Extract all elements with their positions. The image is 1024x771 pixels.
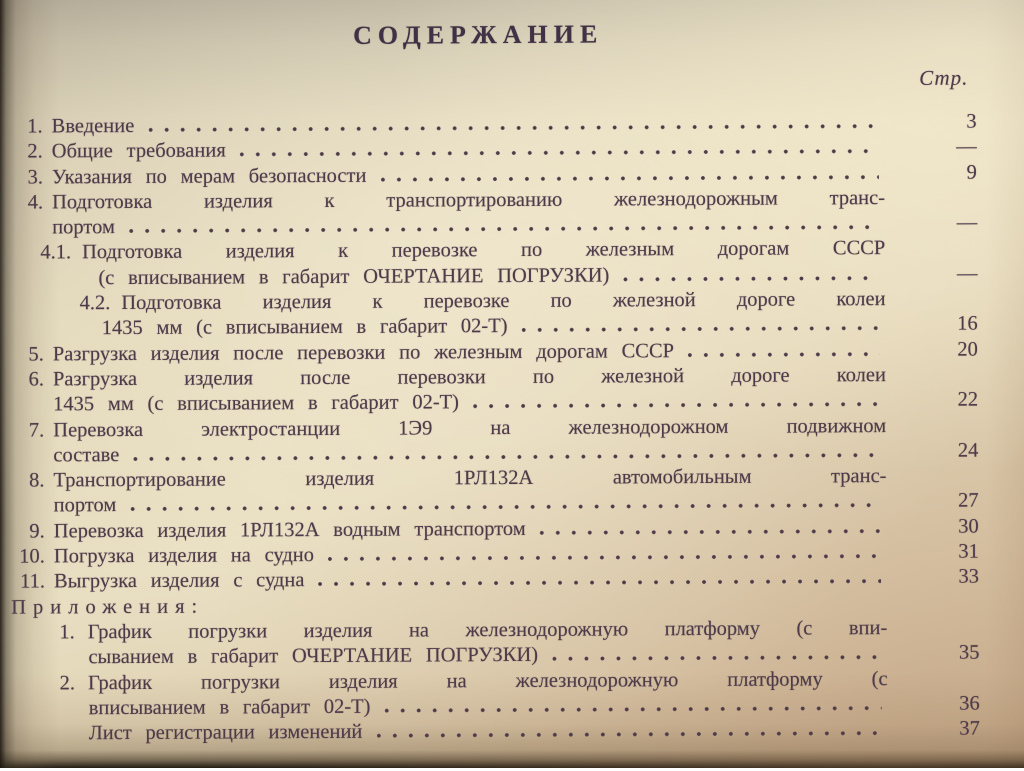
- toc-entry-title: Подготовка изделия к перевозке по железной дороге колеи: [121, 288, 885, 315]
- toc-entry-title: сыванием в габарит ОЧЕРТАНИЕ ПОГРУЗКИ): [88, 644, 538, 669]
- toc-entry-title: портом: [54, 495, 117, 518]
- dot-leader-icon: [240, 149, 879, 156]
- toc-entry-title: Перевозка электростанции 1Э9 на железнодорожном подвижном: [53, 415, 886, 442]
- toc-entry-title: портом: [52, 216, 115, 239]
- toc-entry-title: 1435 мм (с вписыванием в габарит 02-Т): [102, 315, 508, 340]
- toc-entry-title: Введение: [52, 115, 135, 138]
- dot-leader-icon: [318, 579, 881, 586]
- toc-entry-number: 10.: [9, 545, 45, 568]
- toc-entry-title: Подготовка изделия к транспортированию железнодорожным транс-: [52, 187, 885, 214]
- dot-leader-icon: [130, 504, 880, 512]
- dot-leader-icon: [623, 276, 879, 281]
- toc-entry-title: 1435 мм (с вписыванием в габарит 02-Т): [53, 392, 459, 417]
- dot-leader-icon: [328, 554, 881, 561]
- toc-entry-number: 5.: [8, 343, 44, 366]
- toc-entry-page: 20: [886, 338, 978, 361]
- toc-entry-page: 22: [886, 389, 978, 412]
- toc-entry-title: Разгрузка изделия после перевозки по железной дороге колеи: [53, 364, 886, 391]
- toc-entry-title: Подготовка изделия к перевозке по железным дорогам СССР: [82, 238, 885, 265]
- toc-entry-number: 7.: [8, 419, 44, 442]
- toc-entry-page: —: [885, 212, 977, 235]
- dot-leader-icon: [384, 706, 881, 713]
- toc-entry-title: Погрузка изделия на судно: [54, 544, 314, 568]
- toc-entry-title: вписыванием в габарит 02-Т): [89, 696, 371, 720]
- toc-entry-title: (с вписыванием в габарит ОЧЕРТАНИЕ ПОГРУЗКИ): [98, 264, 609, 290]
- dot-leader-icon: [688, 352, 880, 357]
- toc-entry-title: Разгрузка изделия после перевозки по железным дорогам СССР: [53, 340, 674, 366]
- toc-entry-title: Приложения:: [11, 595, 204, 619]
- toc-entry-title: Общие требования: [52, 140, 226, 164]
- dot-leader-icon: [552, 655, 881, 661]
- toc-entry-title: составе: [53, 444, 119, 467]
- toc-entry-title: Указания по мерам безопасности: [52, 164, 367, 189]
- toc-entry-number: 4.: [7, 191, 43, 214]
- toc-entry-number: 6.: [8, 368, 44, 391]
- toc-entry-page: 31: [887, 541, 979, 564]
- toc-entry-number: 9.: [9, 520, 45, 543]
- toc-entry: [2, 717, 1024, 748]
- dot-leader-icon: [380, 175, 878, 182]
- toc-entry-title: Транспортирование изделия 1РЛ132А автомобильным транс-: [53, 465, 886, 492]
- toc-entry-page: 27: [887, 490, 979, 513]
- toc-entry-number: 1.: [7, 115, 43, 138]
- dot-leader-icon: [148, 124, 878, 132]
- toc-entry-page: —: [885, 136, 977, 159]
- toc-entry-page: 36: [888, 692, 980, 715]
- toc-entry-title: Лист регистрации изменений: [89, 721, 363, 745]
- toc-entry-title: Выгрузка изделия с судна: [54, 569, 305, 593]
- toc-entry-page: 37: [888, 718, 980, 741]
- dot-leader-icon: [133, 453, 880, 461]
- toc-entry-number: 4.2.: [80, 292, 111, 315]
- page-column-header: Стр.: [919, 66, 968, 91]
- toc-entry-title: График погрузки изделия на железнодорожную платформу (с впи-: [88, 617, 888, 644]
- toc-entry-number: 2.: [7, 141, 43, 164]
- dot-leader-icon: [540, 529, 881, 535]
- toc-entry-page: 30: [887, 515, 979, 538]
- toc-rows: [0, 110, 1024, 748]
- toc-entry-number: 8.: [8, 470, 44, 493]
- toc-entry-title: График погрузки изделия на железнодорожную платформу (с: [88, 668, 888, 695]
- page-title: СОДЕРЖАНИЕ: [0, 18, 958, 53]
- dot-leader-icon: [473, 402, 880, 408]
- toc-entry-page: 33: [887, 566, 979, 589]
- dot-leader-icon: [376, 731, 881, 738]
- toc-entry-number: 2.: [60, 672, 75, 695]
- dot-leader-icon: [522, 326, 880, 332]
- toc-entry-page: 24: [886, 439, 978, 462]
- toc-entry-page: 35: [887, 642, 979, 665]
- dot-leader-icon: [129, 225, 879, 233]
- toc-entry-page: 3: [885, 111, 977, 134]
- toc-entry-number: 4.1.: [40, 242, 71, 265]
- toc-entry-page: 16: [886, 313, 978, 336]
- toc-entry-title: Перевозка изделия 1РЛ132А водным транспортом: [54, 518, 526, 543]
- toc-entry-page: 9: [885, 161, 977, 184]
- toc-entry-page: —: [885, 262, 977, 285]
- toc-entry-number: 11.: [9, 571, 45, 594]
- toc-entry-number: 1.: [59, 621, 74, 644]
- toc-entry-number: 3.: [7, 166, 43, 189]
